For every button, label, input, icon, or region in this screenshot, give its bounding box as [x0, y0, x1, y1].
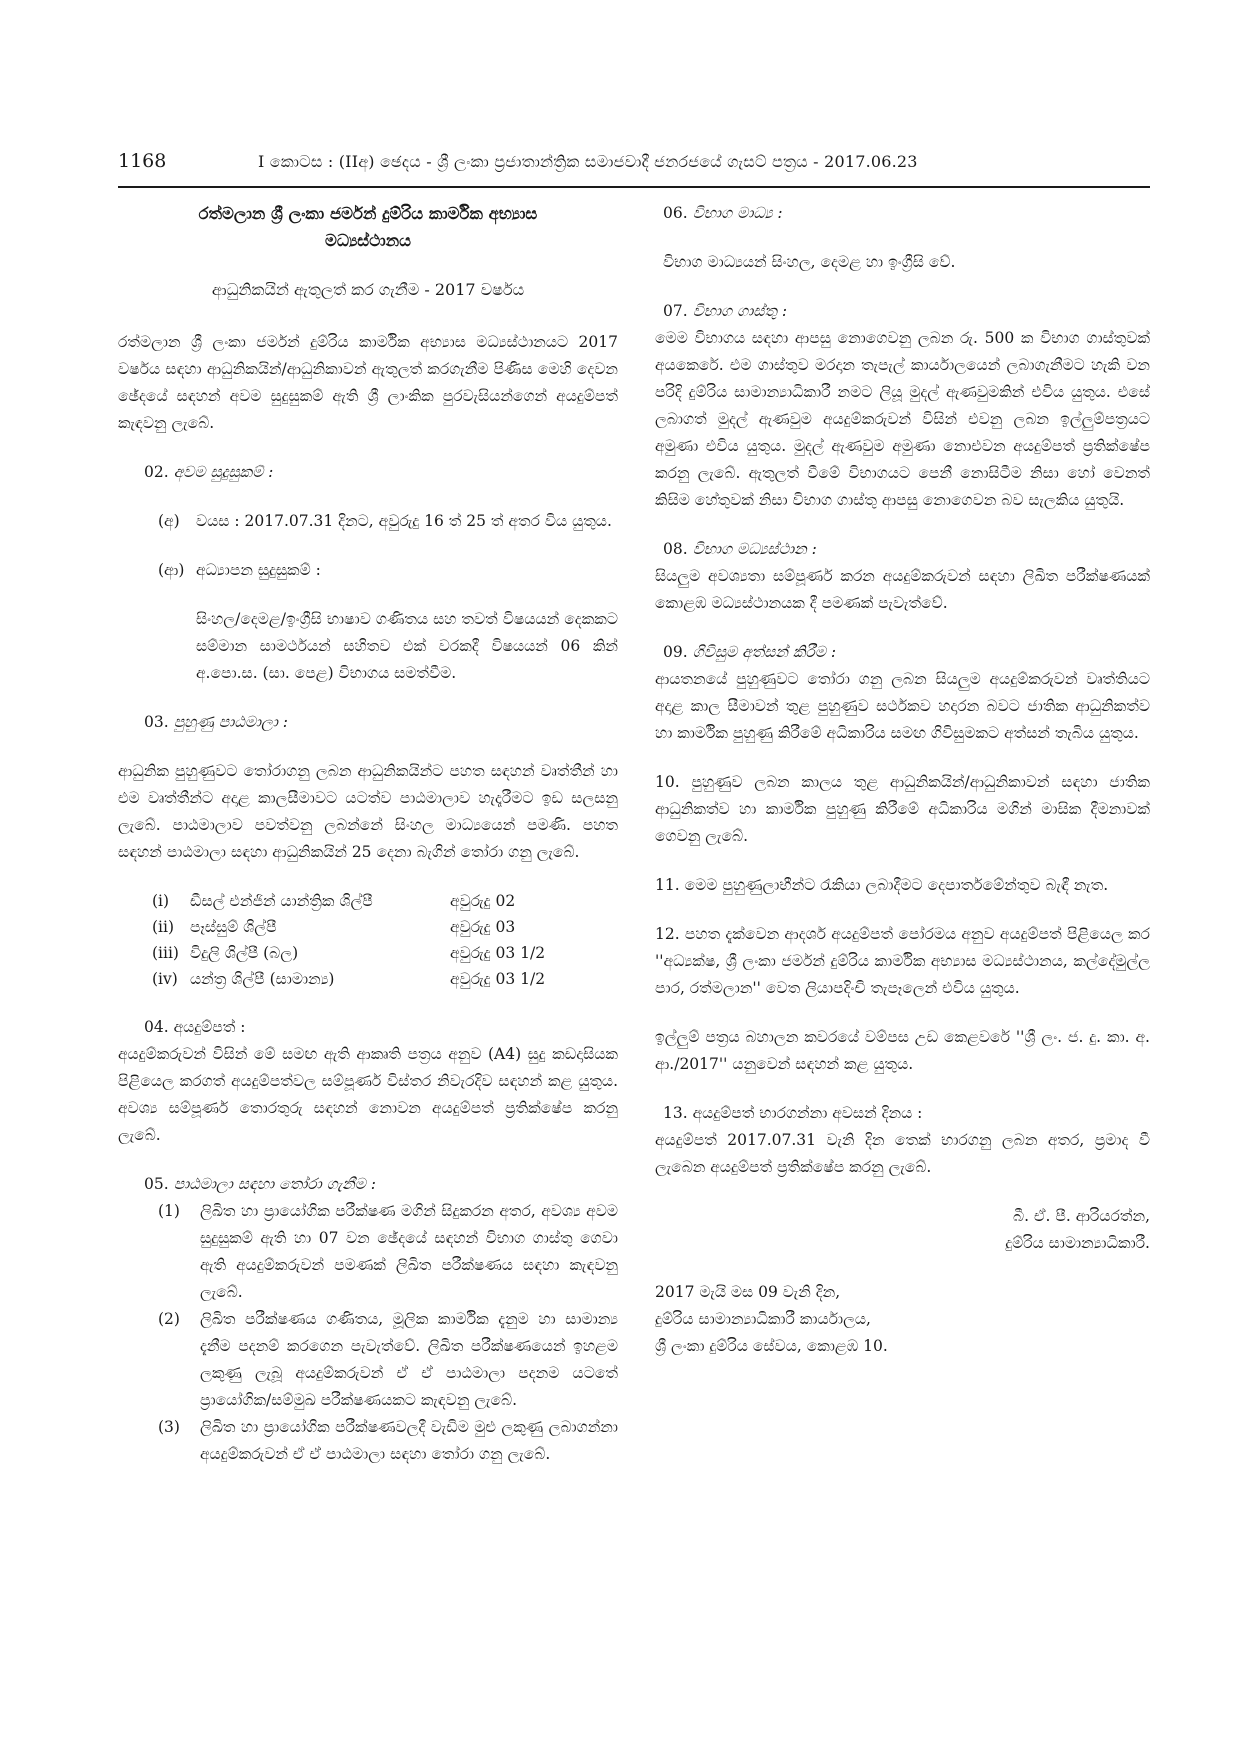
courses-table	[152, 888, 545, 992]
section-09-body: ආයතනයේ පුහුණුවට තෝරා ගනු ලබන සියලුම අයදුම්කරුවන් වෘත්තියට අදාළ කාල සීමාවන් තුළ පුහුණුව සර්ථකව හදාරන බවට ජාතික ආධුනිකත්ව හා කාර්මික පුහුණු කිරීමේ අධිකාරිය සමඟ ගිවිසුමකට අත්සන් තැබිය යුතුය.	[655, 670, 1150, 742]
course-name: පෑස්සුම් ශිල්පී	[190, 918, 277, 936]
course-number: (i)	[152, 892, 170, 910]
section-11: 11. මෙම පුහුණුලාභීන්ට රැකියා ලබාදීමට දෙපාර්තමේන්තුව බැඳී නැත.	[655, 876, 1109, 894]
section-07-body: මෙම විභාගය සඳහා ආපසු නොගෙවනු ලබන රු. 500 ක විභාග ගාස්තුවක් අයකෙරේ. එම ගාස්තුව මරදාන තැපැල් කාර්යාලයෙන් ලබාගැනීමට හැකි වන පරිදි දුම්රිය සාමාන්‍යාධිකාරී නමට ලියූ මුදල් ඇණවුමකින් එවිය යුතුය. එසේ ලබාගත් මුදල් ඇණවුම අයදුම්කරුවන් විසින් එවනු ලබන ඉල්ලුම්පත්‍රයට අමුණා එවිය යුතුය. මුදල් ඇණවුම අමුණා නොඑවන අයදුම්පත් ප්‍රතික්ෂේප කරනු ලැබේ. ඇතුලත් වීමේ විභාගයට පෙනී නොසිටීම නිසා හෝ වෙනත් කිසිම හේතුවක් නිසා විභාග ගාස්තු ආපසු නොගෙවන බව සැලකිය යුතුයි.	[655, 329, 1150, 509]
section-06-heading	[663, 200, 1150, 227]
course-number: (ii)	[152, 918, 175, 936]
section-05-heading	[144, 1171, 618, 1198]
intro-paragraph: රත්මලාන ශ්‍රී ලංකා ජර්මන් දුම්රිය කාර්මික අභ්‍යාස මධ්‍යස්ථානයට 2017 වර්ෂය සඳහා ආධුනිකයින්/ආධුනිකාවන් ඇතුලත් කරගැනීම පිණිස මෙහි දෙවන ඡේදයේ සඳහන් අවම සුදුසුකම් ඇති ශ්‍රී ලාංකික පුරවැසියන්ගෙන් අයදුම්පත් කැඳවනු ලැබේ.	[118, 333, 618, 432]
section-08-heading	[663, 536, 1150, 563]
item-label: (1)	[158, 1202, 180, 1220]
selection-item	[158, 1198, 618, 1306]
section-09-title: ගිවිසුම අත්සන් කිරීම :	[692, 643, 837, 661]
running-title: I කොටස : (IIඅ) ඡෙදය - ශ්‍රී ලංකා ප්‍රජාතාන්ත්‍රික සමාජවාදී ජනරජයේ ගැසට් පත්‍රය - 2017.06.23	[258, 152, 918, 171]
envelope-instruction: ඉල්ලුම් පත්‍රය බහාලන කවරයේ වම්පස උඩ කෙළවරේ ''ශ්‍රී ලං. ජ. දු. කා. අ. ආ./2017'' යනුවෙන් සඳහන් කළ යුතුය.	[655, 1028, 1150, 1073]
notice-subtitle: ආධුනිකයින් ඇතුලත් කර ගැනීම - 2017 වර්ෂය	[211, 280, 525, 299]
section-08-body: සියලුම අවශ්‍යතා සම්පූර්ණ කරන අයදුම්කරුවන් සඳහා ලිඛිත පරීක්ෂණයක් කොළඹ මධ්‍යස්ථානයක දී පමණක් පැවැත්වේ.	[655, 567, 1150, 612]
section-05-number: 05.	[144, 1175, 169, 1193]
page-header	[118, 146, 1150, 186]
course-number: (iv)	[152, 970, 178, 988]
section-07-heading	[663, 298, 1150, 325]
footer-address: ශ්‍රී ලංකා දුම්රිය සේවය, කොළඹ 10.	[655, 1337, 888, 1355]
course-name: යන්ත්‍ර ශිල්පී (සාමාන්‍ය)	[190, 970, 335, 988]
section-02-title: අවම සුදුසුකම් :	[173, 463, 274, 481]
section-13-body: අයදුම්පත් 2017.07.31 වැනි දින තෙක් භාරගනු ලබන අතර, ප්‍රමාද වී ලැබෙන අයදුම්පත් ප්‍රතික්ෂේප කරනු ලැබේ.	[655, 1131, 1150, 1176]
education-requirement: සිංහල/දෙමළ/ඉංග්‍රීසි භාෂාව ගණිතය සහ තවත් විෂයයන් දෙකකට සම්මාන සාමර්ථයන් සහිතව එක් වරකදී විෂයයන් 06 කින් අ.පො.ස. (සා. පෙළ) විභාගය සමත්වීම.	[196, 610, 618, 682]
footer-date: 2017 මැයි මස 09 වැනි දින,	[655, 1283, 841, 1301]
section-07-number: 07.	[663, 302, 688, 320]
section-03-number: 03.	[144, 713, 169, 731]
section-04-heading: 04. අයදුම්පත් :	[144, 1018, 246, 1036]
course-row	[152, 914, 545, 940]
item-text: වයස : 2017.07.31 දිනට, අවුරුදු 16 ත් 25 ත් අතර විය යුතුය.	[196, 512, 612, 530]
section-03-title: පුහුණු පාඨමාලා :	[173, 713, 289, 731]
section-02-heading	[144, 459, 618, 486]
item-text: අධ්‍යාපන සුදුසුකම් :	[196, 561, 321, 579]
section-06-number: 06.	[663, 204, 688, 222]
course-number: (iii)	[152, 944, 179, 962]
section-08-title: විභාග මධ්‍යස්ථාන :	[692, 540, 817, 558]
page-number: 1168	[118, 150, 167, 172]
item-label: (2)	[158, 1310, 180, 1328]
right-column	[655, 200, 1150, 1360]
selection-item	[158, 1306, 618, 1414]
qualification-age	[158, 508, 618, 535]
course-name: ඩීසල් එන්ජින් යාන්ත්‍රික ශිල්පී	[190, 892, 373, 910]
course-row	[152, 888, 545, 914]
section-03-heading	[144, 709, 618, 736]
section-10: 10. පුහුණුව ලබන කාලය තුළ ආධුනිකයින්/ආධුනිකාවන් සඳහා ජාතික ආධුනිකත්ව හා කාර්මික පුහුණු කිරීමේ අධිකාරිය මගින් මාසික දීමනාවක් ගෙවනු ලැබේ.	[655, 773, 1150, 845]
section-09-number: 09.	[663, 643, 688, 661]
item-text: ලිඛිත හා ප්‍රායෝගික පරීක්ෂණ මගින් සිදුකරන අතර, අවශ්‍ය අවම සුදුසුකම් ඇති හා 07 වන ඡේදයේ සඳහන් විභාග ගාස්තු ගෙවා ඇති අයදුම්කරුවන් පමණක් ලිඛිත පරීක්ෂණය සඳහා කැඳවනු ලැබේ.	[200, 1202, 618, 1301]
notice-title-line1: රත්මලාන ශ්‍රී ලංකා ජර්මන් දුම්රිය කාර්මික අභ්‍යාස	[198, 204, 538, 223]
course-duration: අවුරුදු 03 1/2	[450, 970, 546, 988]
item-label: (අ)	[158, 512, 180, 530]
course-duration: අවුරුදු 03 1/2	[450, 944, 546, 962]
header-rule	[118, 186, 1150, 188]
section-12: 12. පහත දැක්වෙන ආදර්ශ අයදුම්පත් පෝරමය අනුව අයදුම්පත් පිළියෙල කර ''අධ්‍යක්ෂ, ශ්‍රී ලංකා ජර්මන් දුම්රිය කාර්මික අභ්‍යාස මධ්‍යස්ථානය, කල්දේමුල්ල පාර, රත්මලාන'' වෙත ලියාපදිංචි තැපෑලෙන් එවිය යුතුය.	[655, 925, 1150, 997]
course-duration: අවුරුදු 03	[450, 918, 516, 936]
signatory-name: බී. ඒ. පී. ආරියරත්න,	[1013, 1207, 1150, 1225]
section-05-title: පාඨමාලා සඳහා තෝරා ගැනීම :	[173, 1175, 376, 1193]
footer-office: දුම්රිය සාමාන්‍යාධිකාරී කාර්යාලය,	[655, 1310, 871, 1328]
section-02-number: 02.	[144, 463, 169, 481]
item-label: (ආ)	[158, 561, 185, 579]
section-08-number: 08.	[663, 540, 688, 558]
section-06-title: විභාග මාධ්‍ය :	[692, 204, 783, 222]
section-07-title: විභාග ගාස්තු :	[692, 302, 788, 320]
section-04-body: අයදුම්කරුවන් විසින් මේ සමඟ ඇති ආකෘති පත්‍රය අනුව (A4) සුදු කඩදාසියක පිළියෙල කරගත් අයදුම්පත්වල සම්පූර්ණ විස්තර නිවැරදිව සඳහන් කළ යුතුය. අවශ්‍ය සම්පූර්ණ තොරතුරු සඳහන් නොවන අයදුම්පත් ප්‍රතික්ෂේප කරනු ලැබේ.	[118, 1045, 618, 1144]
item-label: (3)	[158, 1418, 180, 1436]
left-column	[118, 200, 618, 1468]
notice-title-line2: මධ්‍යස්ථානය	[324, 231, 411, 250]
item-text: ලිඛිත පරීක්ෂණය ගණිතය, මූලික කාර්මික දැනුම හා සාමාන්‍ය දැනීම පදනම් කරගෙන පැවැත්වේ. ලිඛිත පරීක්ෂණයෙන් ඉහළම ලකුණු ලැබූ අයදුම්කරුවන් ඒ ඒ පාඨමාලා පදනම යටතේ ප්‍රායෝගික/සම්මුඛ පරීක්ෂණයකට කැඳවනු ලැබේ.	[200, 1310, 618, 1409]
course-row	[152, 940, 545, 966]
section-06-body: විභාග මාධ්‍යයන් සිංහල, දෙමළ හා ඉංග්‍රීසි වේ.	[663, 253, 956, 271]
course-name: විදුලි ශිල්පී (බල)	[190, 944, 299, 962]
selection-item	[158, 1414, 618, 1468]
courses-paragraph: ආධුනික පුහුණුවට තෝරාගනු ලබන ආධුනිකයින්ට පහත සඳහන් වෘත්තීන් හා එම වෘත්තීන්ට අදාළ කාලසීමාවට යටත්ව පාඨමාලාව හැදෑරීමට ඉඩ සලසනු ලැබේ. පාඨමාලාව පවත්වනු ලබන්නේ සිංහල මාධ්‍යයෙන් පමණි. පහත සඳහන් පාඨමාලා සඳහා ආධුනිකයින් 25 දෙනා බැගින් තෝරා ගනු ලැබේ.	[118, 762, 618, 861]
item-text: ලිඛිත හා ප්‍රායෝගික පරීක්ෂණවලදී වැඩිම මුළු ලකුණු ලබාගන්නා අයදුම්කරුවන් ඒ ඒ පාඨමාලා සඳහා තෝරා ගනු ලැබේ.	[200, 1418, 618, 1463]
signatory-title: දුම්රිය සාමාන්‍යාධිකාරී.	[1005, 1234, 1150, 1252]
course-duration: අවුරුදු 02	[450, 892, 516, 910]
section-13-heading: 13. අයදුම්පත් භාරගන්නා අවසන් දිනය :	[663, 1104, 923, 1122]
section-09-heading	[663, 639, 1150, 666]
qualification-education	[158, 557, 618, 584]
course-row	[152, 966, 545, 992]
